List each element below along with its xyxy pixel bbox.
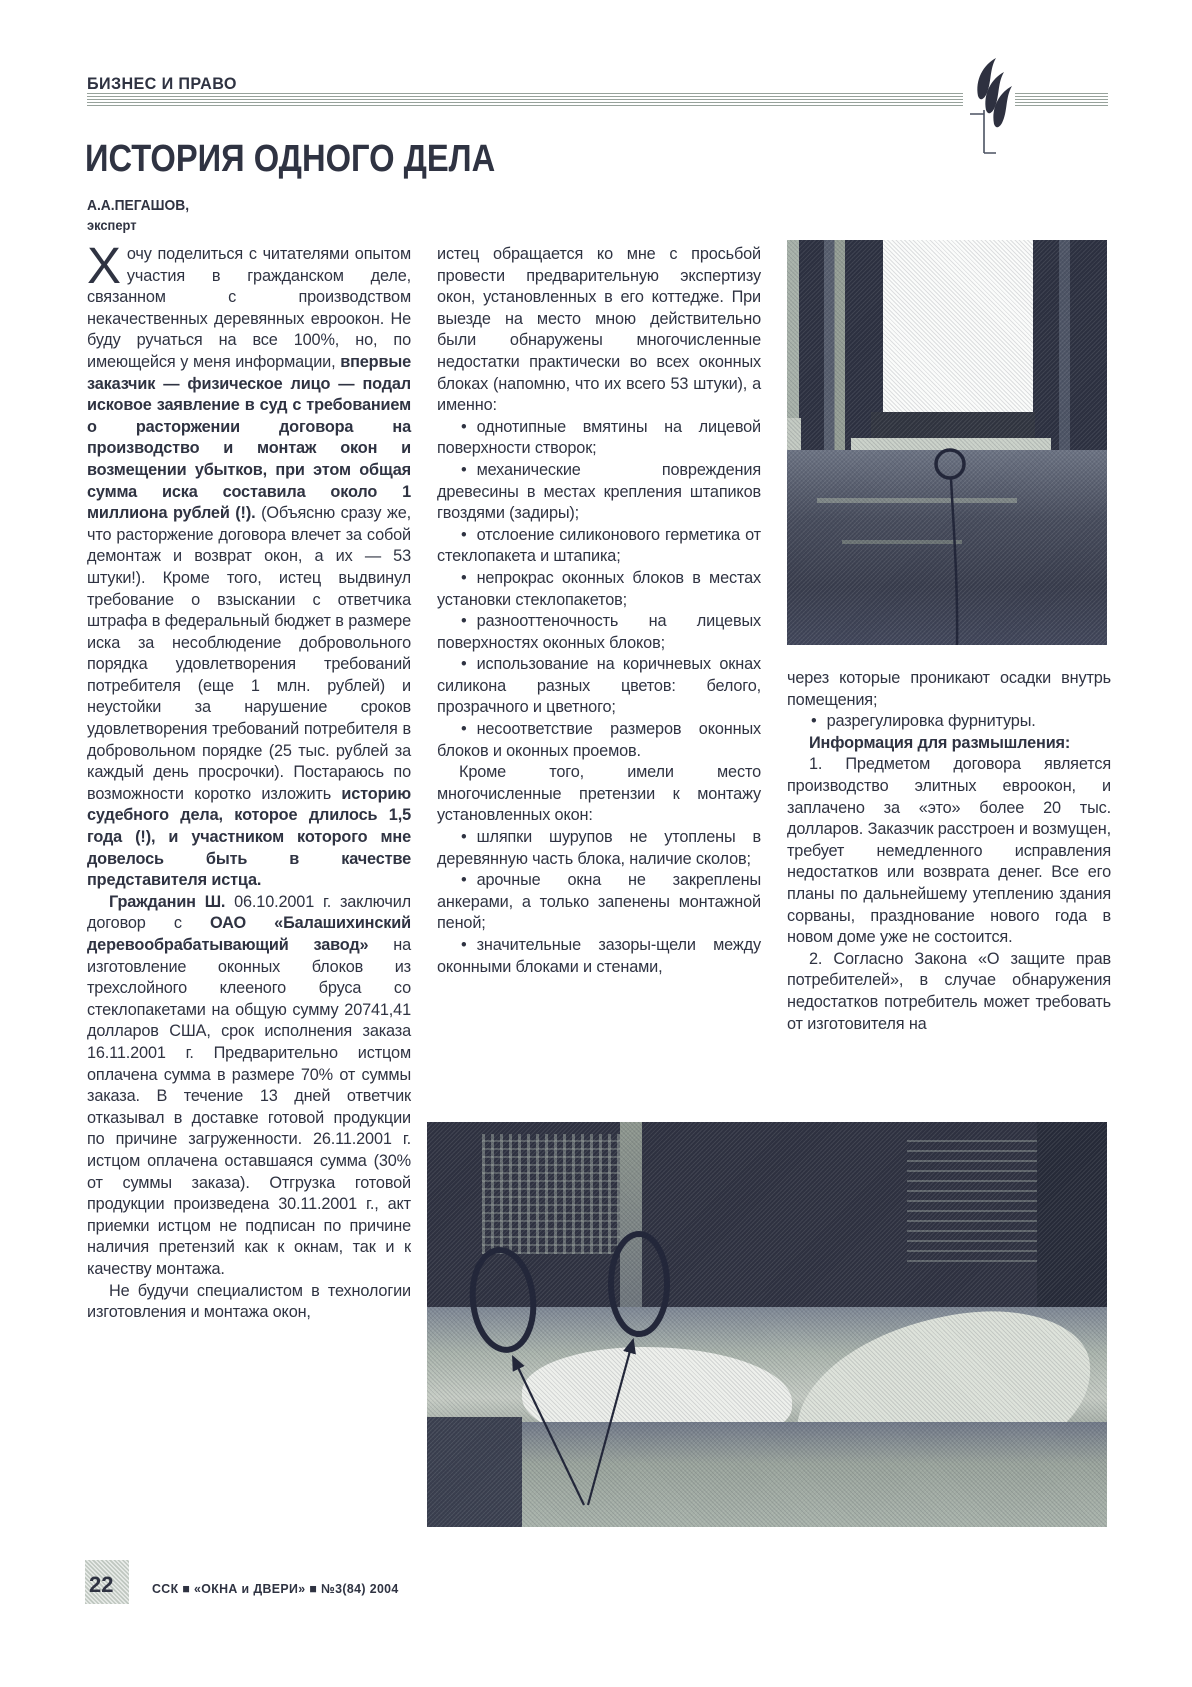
paragraph-lead: Хочу поделиться с читателями опытом участия в гражданском деле, связанном с производством некачественных деревянных евроокон. Не буду ручаться на все 100%, но, по имеющейся у меня информации, впервые заказчик — физическое лицо — подал исковое заявление в суд с требованием о расторжении договора на производство и монтаж окон и возмещении убытков, при этом общая сумма иска составила около 1 миллиона рублей (!). (Объясню сразу же, что расторжение договора влечет за собой демонтаж и возврат окон, а их — 53 штуки!). Кроме того, истец выдвинул требование о взыскании с ответчика штрафа в федеральный бюджет в размере иска за несоблюдение добровольного порядка удовлетворения требований потребителя (еще 1 млн. рублей) и неустойки за нарушение сроков удовлетворения требований потребителя в добровольном порядке (25 тыс. рублей за каждый день просрочки). Постараюсь по возможности коротко изложить историю судебного дела, которое длилось 1,5 года (!), и участником которого мне довелось быть в качестве представителя истца.	[87, 237, 412, 890]
bullet-icon: •	[461, 568, 467, 587]
defect-item: • однотипные вмятины на лицевой поверхности створок;	[437, 417, 761, 458]
defect-item: • непрокрас оконных блоков в местах установки стеклопакетов;	[437, 568, 761, 609]
bullet-icon: •	[461, 417, 467, 436]
body-column-2	[437, 244, 761, 978]
bullet-icon: •	[461, 720, 467, 739]
section-label: БИЗНЕС И ПРАВО	[87, 74, 237, 93]
body-column-1	[87, 237, 412, 1324]
defect-marker-circle	[787, 240, 1107, 645]
dropcap-letter: Х	[87, 237, 121, 294]
defect-item: • несоответствие размеров оконных блоков и оконных проемов.	[437, 720, 761, 760]
paragraph-point-2: 2. Согласно Закона «О защите прав потребителей», в случае обнаружения недостатков потребитель может требовать от изготовителя на	[787, 949, 1111, 1033]
paragraph-inspection: истец обращается ко мне с просьбой провести предварительную экспертизу окон, установленных в его коттедже. При выезде на место мною действительно были обнаружены многочисленные недостатки практически во всех оконных блоках (напомню, что их всего 53 штуки), а именно:	[437, 245, 761, 415]
photo-sill-defects	[427, 1122, 1107, 1527]
bullet-icon: •	[461, 828, 467, 847]
subheading-info: Информация для размышления:	[809, 733, 1071, 752]
claim-item: • арочные окна не закреплены анкерами, а только запенены монтажной пеной;	[437, 871, 761, 933]
page-number: 22	[89, 1572, 114, 1597]
claim-item: • значительные зазоры-щели между оконными блоками и стенами,	[437, 936, 761, 976]
journal-issue-line: ССК ■ «ОКНА и ДВЕРИ» ■ №3(84) 2004	[152, 1581, 399, 1596]
claim-item: • разрегулировка фурнитуры.	[811, 712, 1036, 731]
bullet-icon: •	[461, 871, 467, 890]
defect-item: • использование на коричневых окнах силикона разных цветов: белого, прозрачного и цветного;	[437, 655, 761, 717]
three-flames-logo-icon	[958, 56, 1020, 156]
bullet-icon: •	[461, 936, 467, 954]
bullet-icon: •	[461, 612, 467, 631]
author-role: эксперт	[87, 217, 137, 233]
paragraph-contract: Гражданин Ш. 06.10.2001 г. заключил договор с ОАО «Балашихинский деревообрабатывающий завод» на изготовление оконных блоков из трехслойного клееного бруса со стеклопакетами на общую сумму 20741,41 долларов США, срок исполнения заказа 16.11.2001 г. Предварительно истцом оплачена сумма в размере 70% от суммы заказа. В течение 13 дней ответчик отказывал в доставке готовой продукции по причине загруженности. 26.11.2001 г. истцом оплачена оставшаяся сумма (30% от суммы заказа). Отгрузка готовой продукции произведена 30.11.2001 г., акт приемки истцом не подписан по причине наличия претензий как к окнам, так и к качеству монтажа.	[87, 892, 412, 1278]
header-rule-stripes-right	[1015, 93, 1108, 108]
paragraph-montage-claims: Кроме того, имели место многочисленные претензии к монтажу установленных окон:	[437, 763, 761, 825]
defect-item: • механические повреждения древесины в местах крепления штапиков гвоздями (задиры);	[437, 460, 761, 523]
author-name: А.А.ПЕГАШОВ,	[87, 197, 190, 214]
bullet-icon: •	[461, 655, 467, 674]
defect-item: • разнооттеночность на лицевых поверхностях оконных блоков;	[437, 612, 761, 652]
header-rule-stripes	[87, 93, 963, 108]
defect-item: • отслоение силиконового герметика от стеклопакета и штапика;	[437, 525, 761, 566]
page-title: ИСТОРИЯ ОДНОГО ДЕЛА	[85, 138, 496, 180]
claim-item: • шляпки шурупов не утоплены в деревянную часть блока, наличие сколов;	[437, 828, 761, 868]
bullet-icon: •	[461, 525, 467, 544]
paragraph-gaps-continued: через которые проникают осадки внутрь помещения;	[787, 669, 1111, 709]
bullet-icon: •	[811, 712, 817, 731]
photo-window-defect	[787, 240, 1107, 645]
bullet-icon: •	[461, 460, 467, 479]
body-column-3	[787, 668, 1111, 1035]
paragraph-expert-intro: Не будучи специалистом в технологии изготовления и монтажа окон,	[87, 1281, 411, 1322]
defect-marker-ellipses-arrows	[427, 1122, 1107, 1527]
paragraph-point-1: 1. Предметом договора является производство элитных евроокон, и заплачено за «это» более 20 тыс. долларов. Заказчик расстроен и возмущен, требует немедленного исправления недостатков или возврата денег. Все его планы по дальнейшему утеплению здания сорваны, празднование нового года в новом доме уже не состоится.	[787, 755, 1111, 947]
